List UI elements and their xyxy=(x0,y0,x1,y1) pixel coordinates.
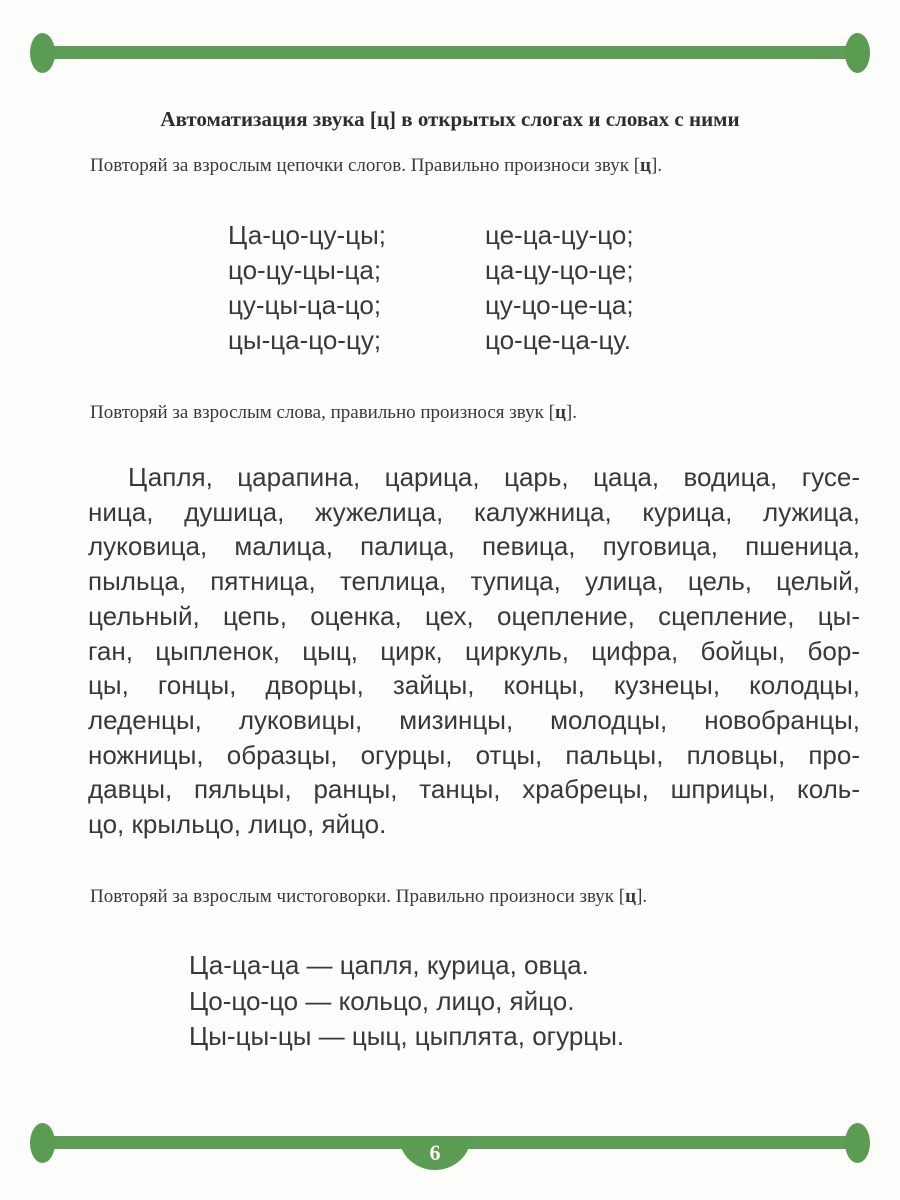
word-line: цельный, цепь, оценка, цех, оцепление, сцепление, цы- xyxy=(88,600,860,631)
syllable-chain: цо-цу-цы-ца; xyxy=(228,255,382,285)
tongue-twister-list xyxy=(189,948,624,1055)
syllable-column-left xyxy=(228,218,386,358)
syllable-chain: цу-цы-ца-цо; xyxy=(228,290,382,320)
instruction-text: Повторяй за взрослым цепочки слогов. Правильно произноси звук [ xyxy=(90,155,641,176)
syllable-chain: Ца-цо-цу-цы; xyxy=(228,220,386,250)
bar-knob-right xyxy=(845,1123,870,1163)
word-list-paragraph xyxy=(88,460,860,842)
sound-symbol: ц xyxy=(625,886,637,907)
word-line: леденцы, луковицы, мизинцы, молодцы, новобранцы, xyxy=(88,704,860,735)
instruction-text: Повторяй за взрослым слова, правильно произнося звук [ xyxy=(90,402,555,423)
syllable-chain: цо-це-ца-цу. xyxy=(485,325,631,355)
instruction-text-end: ]. xyxy=(651,155,663,176)
sound-symbol: ц xyxy=(554,402,566,423)
sound-symbol: ц xyxy=(640,155,651,176)
syllable-chain: цы-ца-цо-цу; xyxy=(228,325,382,355)
word-line: ница, душица, жужелица, калужница, курица, лужица, xyxy=(88,496,860,527)
word-line: давцы, пяльцы, ранцы, танцы, храбрецы, шприцы, коль- xyxy=(88,774,860,805)
word-line: цы, гонцы, дворцы, зайцы, концы, кузнецы, колодцы, xyxy=(88,670,860,701)
word-line: ган, цыпленок, цыц, цирк, циркуль, цифра, бойцы, бор- xyxy=(88,635,860,666)
instruction-tongue-twisters xyxy=(90,886,647,908)
bar-knob-left xyxy=(30,33,55,73)
word-line: Цапля, царапина, царица, царь, цаца, водица, гусе- xyxy=(128,462,860,492)
bar-rod xyxy=(50,46,850,59)
syllable-chain: ца-цу-цо-це; xyxy=(485,255,634,285)
word-line: луковица, малица, палица, певица, пуговица, пшеница, xyxy=(88,531,860,562)
instruction-words xyxy=(90,402,577,424)
top-decorative-bar xyxy=(30,33,870,73)
instruction-text-end: ]. xyxy=(565,402,577,423)
tongue-twister: Ца-ца-ца — цапля, курица, овца. xyxy=(189,950,589,980)
word-line: цо, крыльцо, лицо, яйцо. xyxy=(88,809,387,840)
syllable-chain: це-ца-цу-цо; xyxy=(485,220,634,250)
syllable-chain: цу-цо-це-ца; xyxy=(485,290,634,320)
bar-knob-left xyxy=(30,1123,55,1163)
instruction-text-end: ]. xyxy=(636,886,648,907)
bar-knob-right xyxy=(845,33,870,73)
page-number: 6 xyxy=(429,1140,441,1165)
tongue-twister: Цы-цы-цы — цыц, цыплята, огурцы. xyxy=(189,1021,625,1051)
tongue-twister: Цо-цо-цо — кольцо, лицо, яйцо. xyxy=(189,985,575,1016)
instruction-text: Повторяй за взрослым чистоговорки. Правильно произноси звук [ xyxy=(90,886,626,907)
word-line: пыльца, пятница, теплица, тупица, улица, цель, целый, xyxy=(88,566,860,597)
page-title: Автоматизация звука [ц] в открытых слогах и словах с ними xyxy=(160,107,740,131)
syllable-column-right xyxy=(485,218,634,358)
instruction-syllables xyxy=(90,155,662,177)
word-line: ножницы, образцы, огурцы, отцы, пальцы, пловцы, про- xyxy=(88,739,860,770)
